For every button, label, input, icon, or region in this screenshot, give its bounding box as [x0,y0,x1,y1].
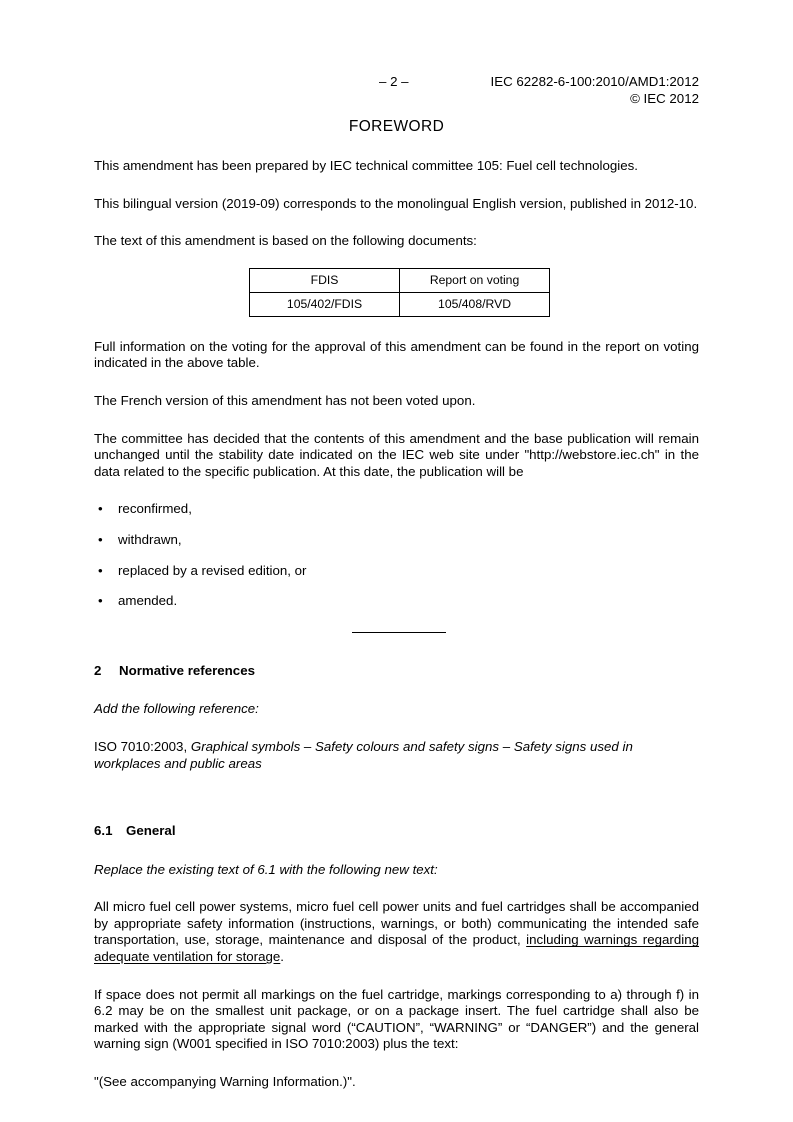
subsection-number: 6.1 [94,823,113,839]
paragraph-marking-space: If space does not permit all markings on the fuel cartridge, markings corresponding to a) through f) in 6.2 may be on the smallest unit package, or on a package insert. The fuel cartridge shall also be marked with the appropriate signal word (“CAUTION”, “WARNING” or “DANGER”) and the general warning sign (W001 specified in ISO 7010:2003) plus the text: [94,986,699,1052]
paragraph-see-accompanying: "(See accompanying Warning Information.)". [94,1074,356,1090]
publication-status-list [94,501,699,609]
list-item [94,501,699,518]
paragraph-prepared-by: This amendment has been prepared by IEC technical committee 105: Fuel cell technologies. [94,158,638,173]
instruction-add-reference: Add the following reference: [94,701,259,717]
documents-table [249,268,550,317]
bullet-icon: • [98,501,103,517]
instruction-replace-text: Replace the existing text of 6.1 with the following new text: [94,861,438,877]
paragraph-french-version: The French version of this amendment has not been voted upon. [94,392,476,408]
table-header-report-on-voting: Report on voting [400,268,550,292]
paragraph-committee-decision: The committee has decided that the contents of this amendment and the base publication will remain unchanged until the stability date indicated on the IEC web site under "http://webstore.iec.ch" in the data related to the specific publication. At this date, the publication will be [94,430,699,479]
document-reference: IEC 62282-6-100:2010/AMD1:2012 [490,74,699,89]
page-header [94,74,699,107]
paragraph-underlined-amendment: including warnings regarding adequate ventilation for storage [94,932,699,965]
copyright-notice: © IEC 2012 [630,90,699,106]
horizontal-rule [352,632,446,633]
paragraph-text-part-two: . [280,949,284,965]
foreword-title: FOREWORD [348,118,445,135]
page-number: – 2 – [379,74,409,89]
table-cell-fdis-number: 105/402/FDIS [250,292,400,316]
section-heading-normative-references [94,663,699,680]
list-item [94,593,699,610]
list-item [94,532,699,549]
paragraph-iso-reference [94,739,699,772]
subsection-title: General [126,823,176,839]
table-header-row [250,268,550,292]
section-separator-wrapper [94,632,699,633]
section-heading-general [94,823,699,840]
paragraph-bilingual-version: This bilingual version (2019-09) corresponds to the monolingual English version, published in 2012-10. [94,195,698,211]
list-item-label: replaced by a revised edition, or [118,562,307,578]
reference-title: Graphical symbols – Safety colours and safety signs – Safety signs used in workplaces and public areas [94,738,633,771]
section-number: 2 [94,662,102,678]
table-header-fdis: FDIS [250,268,400,292]
bullet-icon: • [98,593,103,609]
bullet-icon: • [98,531,103,547]
document-body [94,118,699,1112]
vertical-spacer [94,793,699,823]
list-item-label: withdrawn, [118,531,182,547]
section-title: Normative references [119,662,255,678]
list-item-label: reconfirmed, [118,501,192,517]
table-cell-rvd-number: 105/408/RVD [400,292,550,316]
paragraph-based-on-documents: The text of this amendment is based on the following documents: [94,233,477,249]
reference-designation: ISO 7010:2003, [94,738,191,754]
paragraph-safety-information [94,899,699,965]
list-item [94,563,699,580]
paragraph-full-information: Full information on the voting for the approval of this amendment can be found in the report on voting indicated in the above table. [94,338,699,371]
documents-table-wrapper [94,268,699,317]
bullet-icon: • [98,562,103,578]
table-row [250,292,550,316]
paragraph-text-part-one: All micro fuel cell power systems, micro fuel cell power units and fuel cartridges shall be accompanied by appropriate safety information (instructions, warnings, or both) communicating the intended safe transportation, use, storage, maintenance and disposal of the product, [94,899,699,948]
list-item-label: amended. [118,593,178,609]
